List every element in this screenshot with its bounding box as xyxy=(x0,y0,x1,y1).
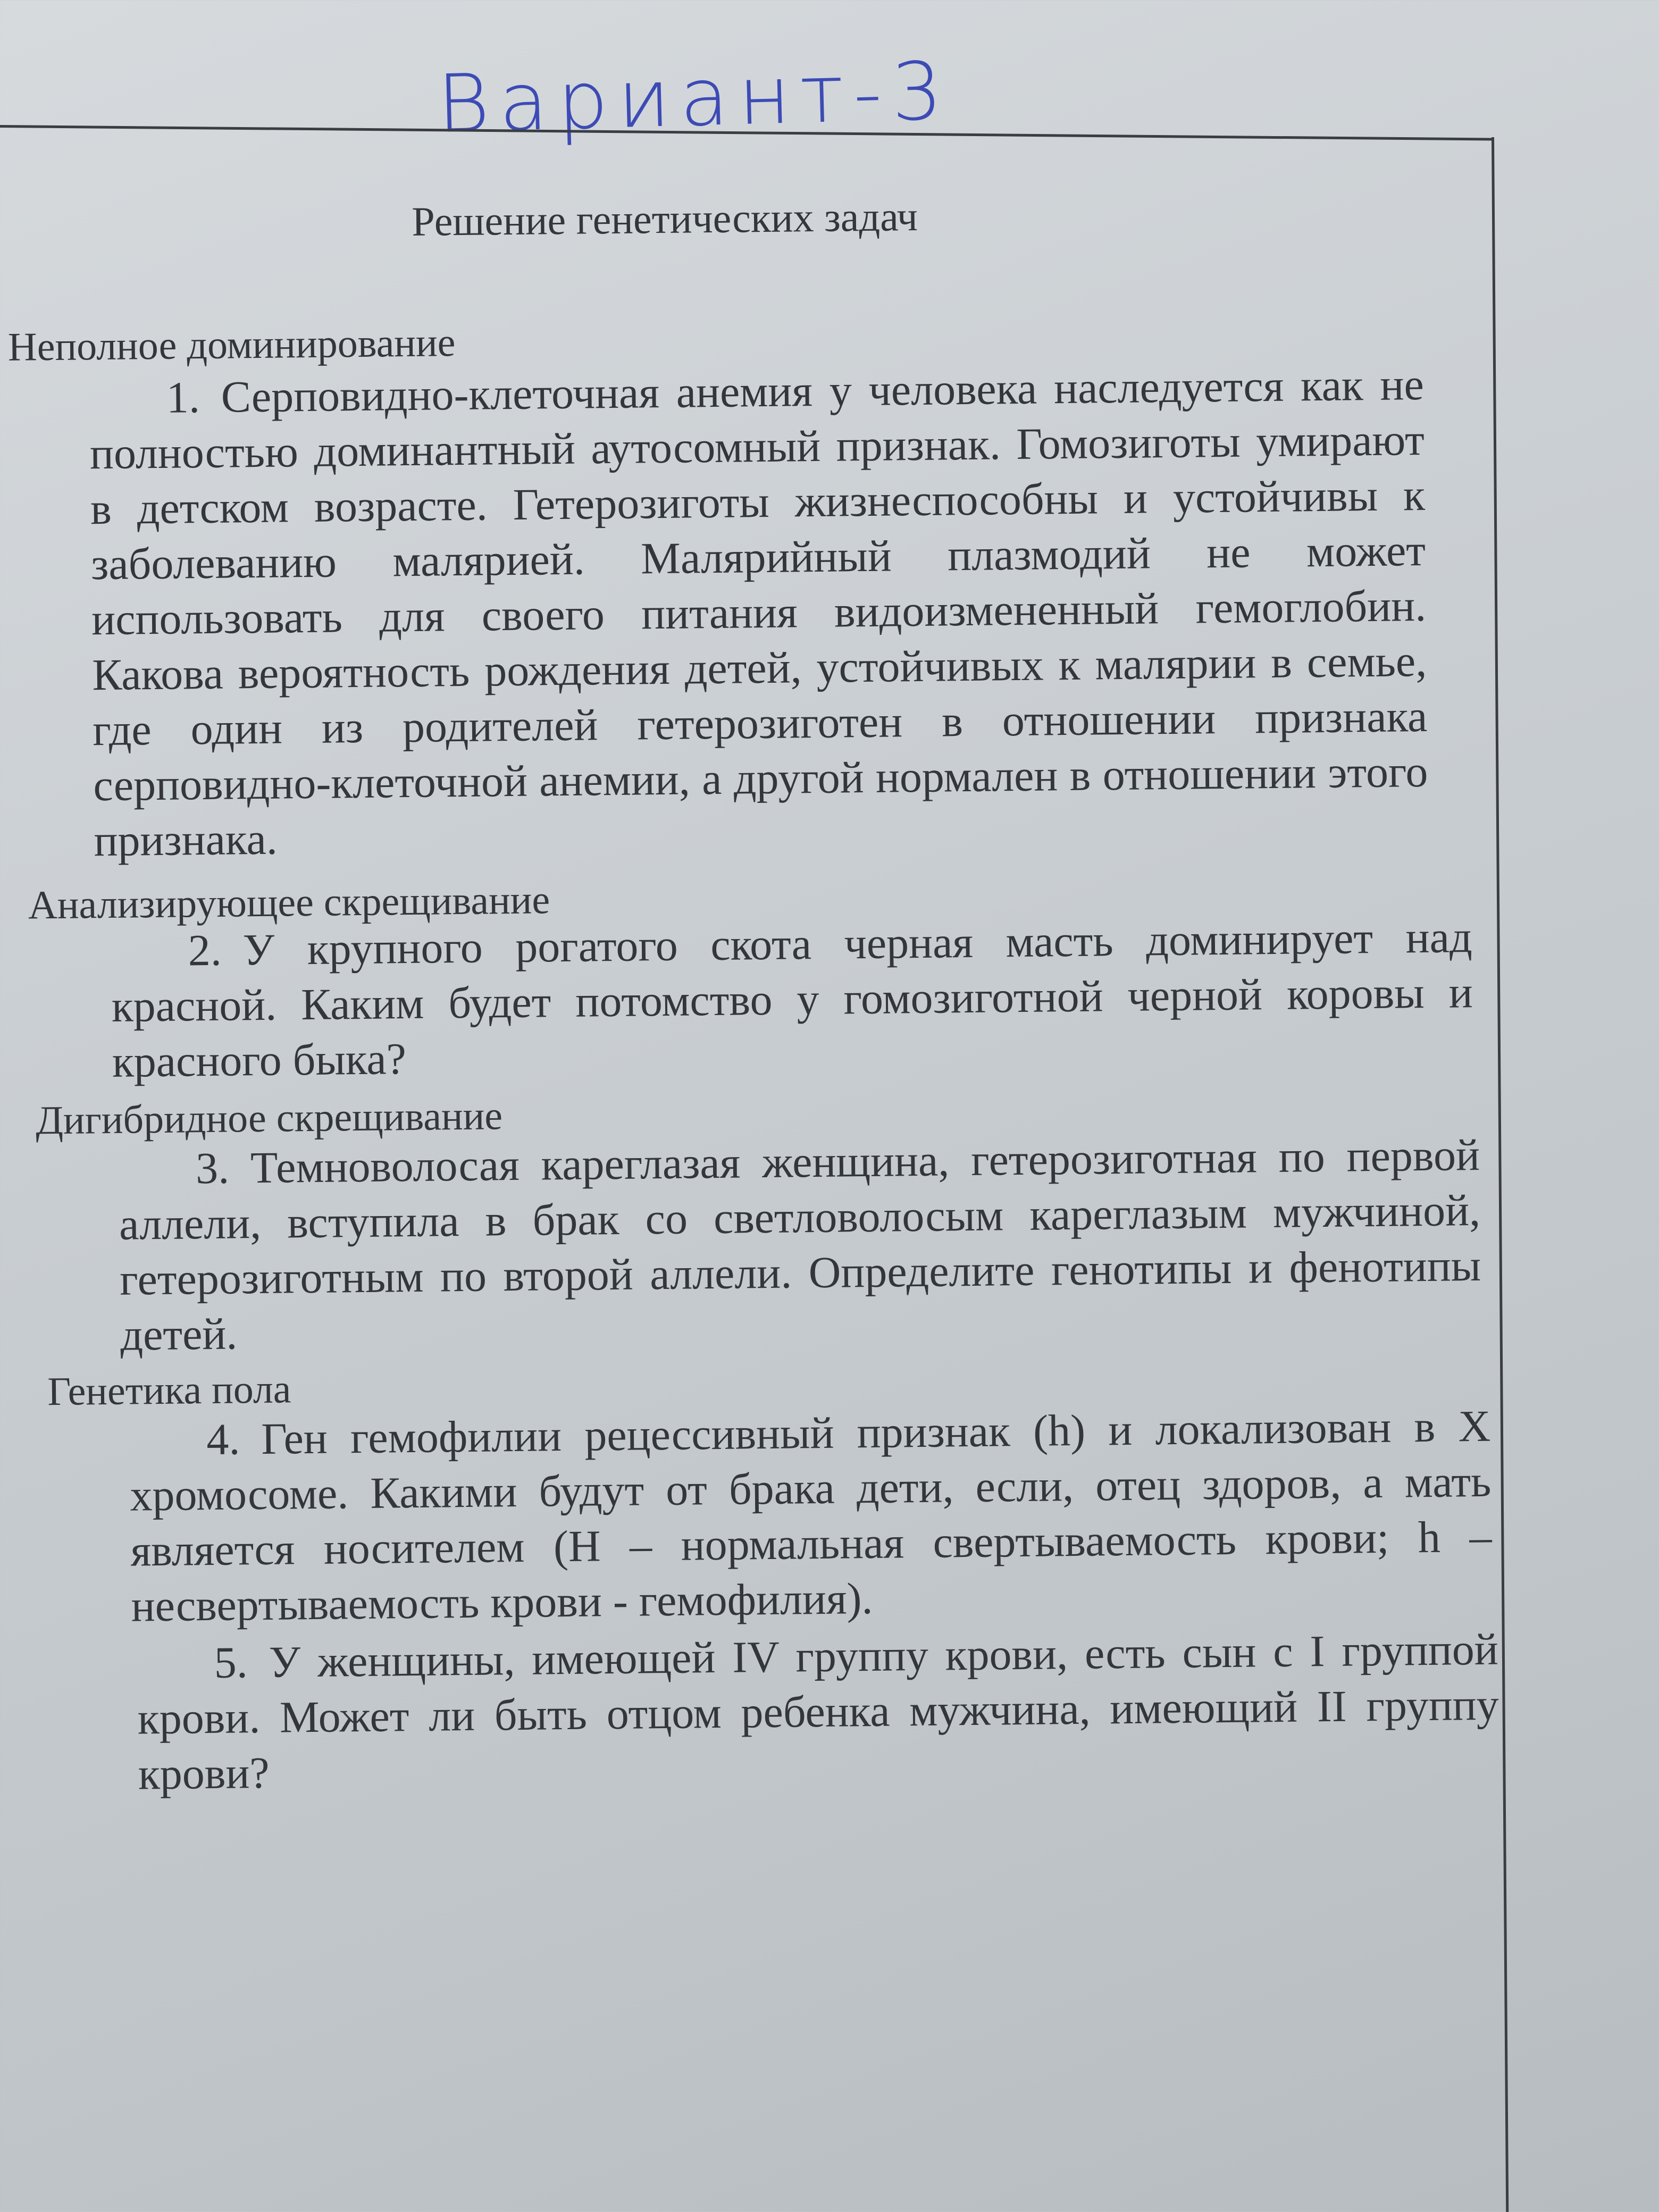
section-heading-sex-genetics: Генетика пола xyxy=(47,1367,291,1414)
task-text: У крупного рогатого скота черная масть доминирует над красной. Каким будет потомство у гомозиготной черной коровы и красного быка? xyxy=(111,912,1473,1087)
task-text: У женщины, имеющей IV группу крови, есть сын с I группой крови. Может ли быть отцом ребенка мужчина, имеющий II группу крови? xyxy=(137,1624,1499,1799)
document-title: Решение генетических задач xyxy=(411,192,918,245)
task-number: 3. xyxy=(195,1143,230,1194)
task-number: 5. xyxy=(214,1638,248,1688)
task-4 xyxy=(129,1399,1493,1635)
task-text: Ген гемофилии рецессивный признак (h) и локализован в X хромосоме. Какими будут от брака дети, если, отец здоров, а мать является носителем (H – нормальная свертываемость крови; h – несвертываемость крови - гемофилия). xyxy=(129,1401,1492,1631)
task-text: Серповидно-клеточная анемия у человека наследуется как не полностью доминантный аутосомный признак. Гомозиготы умирают в детском возрасте. Гетерозиготы жизнеспособны и устойчивы к заболеванию малярией. Малярийный плазмодий не может использовать для своего питания видоизмененный гемоглобин. Какова вероятность рождения детей, устойчивых к малярии в семье, где один из родителей гетерозиготен в отношении признака серповидно-клеточной анемии, а другой нормален в отношении этого признака. xyxy=(89,360,1428,866)
task-2 xyxy=(111,910,1473,1090)
task-3 xyxy=(119,1128,1482,1363)
handwritten-variant-note: Вариант-3 xyxy=(436,45,953,151)
section-heading-test-cross: Анализирующее скрещивание xyxy=(28,877,550,928)
section-heading-incomplete-dominance: Неполное доминирование xyxy=(7,320,456,370)
task-number: 2. xyxy=(188,925,222,976)
task-number: 1. xyxy=(166,373,200,423)
task-1 xyxy=(89,357,1429,869)
task-text: Темноволосая кареглазая женщина, гетерозиготная по первой аллели, вступила в брак со светловолосым кареглазым мужчиной, гетерозиготным по второй аллели. Определите генотипы и фенотипы детей. xyxy=(119,1130,1481,1360)
task-number: 4. xyxy=(206,1414,240,1465)
task-5 xyxy=(137,1622,1499,1803)
section-heading-dihybrid-cross: Дигибридное скрещивание xyxy=(35,1093,503,1143)
